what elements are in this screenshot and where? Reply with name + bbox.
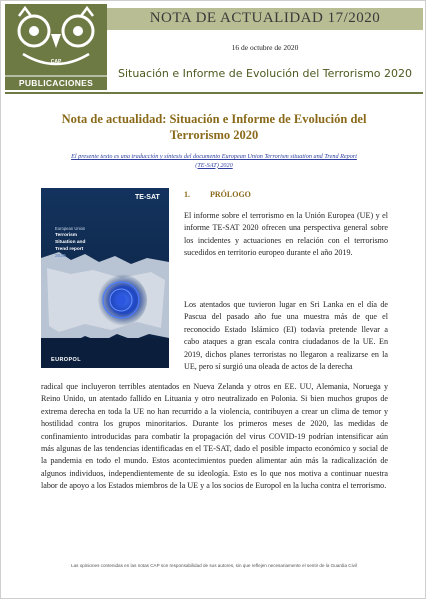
header-date: 16 de octubre de 2020	[231, 43, 299, 52]
paragraph-3: radical que incluyeron terribles atentados en Nueva Zelanda y otros en EE. UU, Alemania, Noruega y Reino Unido, un atentado fallido en Lituania y otro neutralizado en Polonia. Si bien muchos grupos de extrema derecha en toda la UE no han recurrido a la violencia, contribuyen a crear un clima de temor y hostilidad contra los grupos minoritarios. Durante los primeros meses de 2020, las medidas de confinamiento introducidas para combatir la propagación del virus COVID-19 podrían intensificar aún más algunas de las tendencias identificadas en el TE-SAT, dado el posible impacto económico y social de la pandemia en todo el mundo. Estos acontecimientos pueden alimentar aún más la radicalización de algunos individuos, independientemente de su ideología. Esto es lo que nos motiva a continuar nuestra labor de apoyo a los Estados miembros de la UE y a los socios de Europol en la lucha contra el terrorismo.	[41, 382, 388, 491]
cover-art	[41, 188, 169, 368]
paragraph-1: El informe sobre el terrorismo en la Unión Europea (UE) y el informe TE-SAT 2020 ofrecen una perspectiva general sobre los incidentes y actuaciones en relación con el terrorismo sucedidos en territorio europeo durante el año 2019.	[184, 211, 388, 258]
logo-publicaciones-label: PUBLICACIONES	[18, 78, 94, 88]
header-divider	[5, 92, 423, 94]
cover-title-line-3: Trend report	[55, 247, 84, 252]
header-right	[107, 4, 423, 90]
cover-title-line-2: Situation and	[55, 240, 86, 245]
section-number: 1.	[184, 190, 190, 199]
section-heading	[184, 190, 251, 199]
header-subtitle: Situación e Informe de Evolución del Terrorismo 2020	[117, 67, 413, 80]
cover-title-line-1: Terrorism	[55, 233, 78, 238]
source-note-line-2: (TE-SAT) 2020	[195, 161, 233, 169]
document-title	[41, 111, 387, 143]
report-cover-image	[41, 188, 169, 368]
note-title: NOTA DE ACTUALIDAD 17/2020	[149, 10, 381, 26]
cover-brand-top: TE-SAT	[135, 194, 160, 201]
page-footer: Las opiniones contenidas en las notas CAP son responsabilidad de sus autores, sin que reflejen necesariamente el sentir de la Guardia Civil	[71, 563, 357, 568]
cover-brand-bottom: EUROPOL	[51, 357, 81, 363]
page-header	[5, 4, 423, 90]
paragraph-2: Los atentados que tuvieron lugar en Sri Lanka en el día de Pascua del pasado año fue una muestra más de que el reconocido Estado Islámico (EI) todavía pretende llevar a cabo ataques a gran escala contra ciudadanos de la UE. En 2019, dichos planes terroristas no llegaron a realizarse en la UE, pero sí surgió una oleada de actos de la derecha	[184, 300, 388, 372]
logo-cap-label: CAP	[50, 59, 62, 65]
document-title-line-1: Nota de actualidad: Situación e Informe de Evolución del	[61, 112, 367, 126]
source-note[interactable]	[45, 153, 383, 170]
cap-logo	[5, 4, 107, 90]
section-title: PRÓLOGO	[210, 190, 251, 199]
document-title-line-2: Terrorismo 2020	[169, 128, 259, 142]
cover-title-year: 2020	[55, 254, 66, 259]
cover-kicker: European Union	[55, 226, 86, 231]
source-note-line-1: El presente texto es una traducción y síntesis del documento European Union Terrorism situation and Trend Report	[71, 153, 357, 160]
